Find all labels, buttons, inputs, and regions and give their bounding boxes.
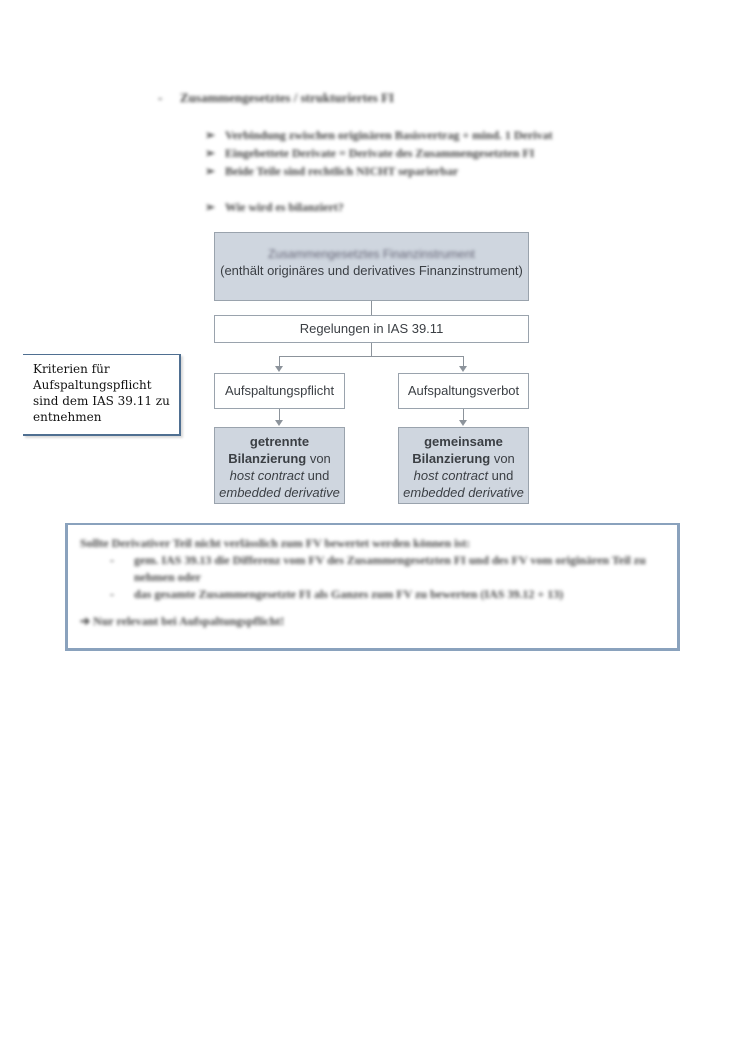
connector-line: [463, 356, 464, 366]
arrow-down-icon: [275, 420, 283, 426]
heading-text: Zusammengesetztes / strukturiertes FI: [180, 90, 395, 105]
bullet-item: ➢ Eingebettete Derivate = Derivate des Zusammengesetzten FI: [205, 146, 535, 160]
heading-dash: -: [158, 90, 163, 105]
arrow-down-icon: [459, 366, 467, 372]
note-item: - das gesamte Zusammengesetzte FI als Ganzes zum FV zu bewerten (IAS 39.12 + 13): [110, 587, 564, 601]
connector-line: [279, 356, 280, 366]
arrow-bullet-icon: ➢: [205, 164, 216, 178]
diagram-left-box: Aufspaltungspflicht: [214, 373, 345, 409]
note-conclusion: ➔ Nur relevant bei Aufspaltungspflicht!: [80, 614, 285, 628]
arrow-bullet-icon: ➢: [205, 200, 216, 214]
connector-line: [371, 343, 372, 357]
question-item: ➢ Wie wird es bilanziert?: [205, 200, 344, 214]
criteria-callout: Kriterien für Aufspaltungspflicht sind dem IAS 39.11 zu entnehmen: [23, 354, 181, 436]
diagram-top-title: Zusammengesetztes Finanzinstrument: [268, 247, 475, 261]
bullet-item: ➢ Verbindung zwischen originären Basisvertrag + mind. 1 Derivat: [205, 128, 553, 142]
connector-line: [279, 409, 280, 420]
arrow-bullet-icon: ➢: [205, 146, 216, 160]
note-item: - gem. IAS 39.13 die Differenz vom FV des Zusammengesetzten FI und des FV vom originären Teil zu nehmen oder: [110, 553, 646, 584]
bullet-item: ➢ Beide Teile sind rechtlich NICHT separierbar: [205, 164, 459, 178]
section-heading: [158, 90, 394, 106]
diagram-top-box: [214, 232, 529, 301]
connector-line: [371, 301, 372, 315]
diagram-left-result-box: getrennte Bilanzierung von host contract und embedded derivative: [214, 427, 345, 504]
connector-line: [463, 409, 464, 420]
diagram-middle-box: Regelungen in IAS 39.11: [214, 315, 529, 343]
note-intro: Sollte Derivativer Teil nicht verlässlich zum FV bewertet werden können ist:: [80, 536, 471, 550]
arrow-down-icon: [459, 420, 467, 426]
note-box: [65, 523, 680, 651]
diagram-right-result-box: gemeinsame Bilanzierung von host contract und embedded derivative: [398, 427, 529, 504]
connector-line: [279, 356, 464, 357]
arrow-bullet-icon: ➢: [205, 128, 216, 142]
diagram-top-subtitle: (enthält originäres und derivatives Finanzinstrument): [220, 263, 523, 278]
arrow-down-icon: [275, 366, 283, 372]
diagram-right-box: Aufspaltungsverbot: [398, 373, 529, 409]
